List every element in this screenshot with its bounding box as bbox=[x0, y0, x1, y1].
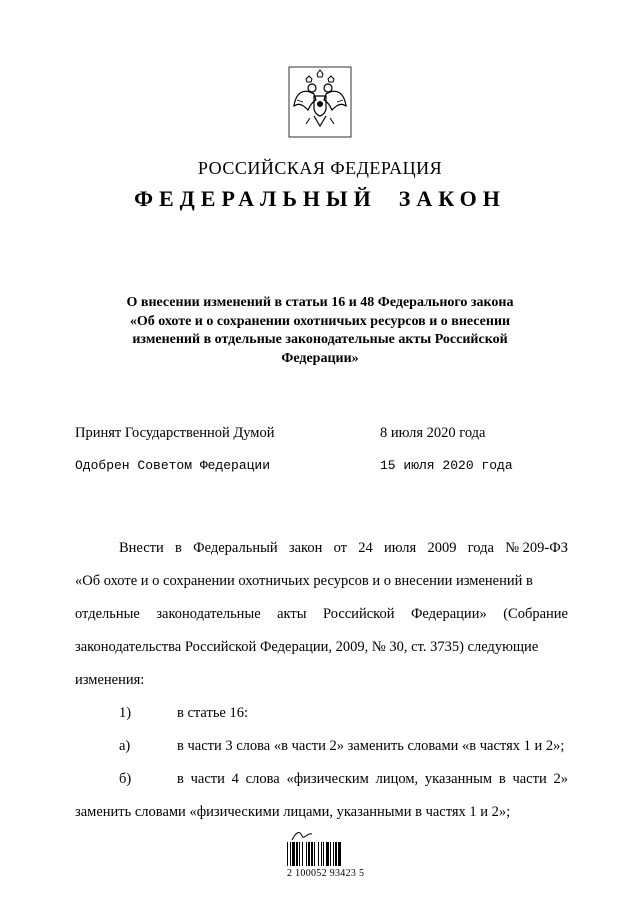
word: в bbox=[177, 771, 184, 787]
word: Российской bbox=[323, 606, 395, 622]
law-title-line: изменений в отдельные законодательные акты Российской bbox=[132, 332, 508, 347]
word: указанным bbox=[424, 771, 493, 787]
approved-by-council-label: Одобрен Советом Федерации bbox=[75, 458, 271, 473]
word: 2» bbox=[553, 771, 568, 787]
body-line-5: изменения: bbox=[75, 672, 145, 688]
word: законодательные bbox=[156, 606, 261, 622]
body-line-1 bbox=[75, 532, 568, 565]
word: в bbox=[175, 540, 182, 556]
list-item-text bbox=[163, 763, 568, 796]
word: 4 bbox=[231, 771, 239, 787]
word: года bbox=[467, 540, 494, 556]
law-body bbox=[75, 532, 568, 829]
russian-coat-of-arms-icon bbox=[288, 66, 352, 138]
country-name: РОССИЙСКАЯ ФЕДЕРАЦИЯ bbox=[197, 158, 443, 178]
word: части bbox=[512, 771, 547, 787]
barcode-icon bbox=[286, 842, 368, 870]
word: 24 bbox=[358, 540, 373, 556]
approved-by-council-date: 15 июля 2020 года bbox=[380, 458, 513, 473]
list-item-text: в статье 16: bbox=[177, 705, 249, 721]
word: Федерации» bbox=[410, 606, 487, 622]
list-item-a bbox=[75, 730, 568, 763]
word: закон bbox=[288, 540, 323, 556]
list-item-1 bbox=[75, 697, 568, 730]
body-line-3 bbox=[75, 598, 568, 631]
word: акты bbox=[277, 606, 307, 622]
word: от bbox=[333, 540, 348, 556]
law-title bbox=[100, 294, 540, 368]
adopted-by-duma-label: Принят Государственной Думой bbox=[75, 425, 275, 441]
body-line-item-b-continued: заменить словами «физическими лицами, указанными в частях 1 и 2»; bbox=[75, 804, 511, 820]
word: слова bbox=[245, 771, 280, 787]
word: лицом, bbox=[375, 771, 419, 787]
signature-mark-icon bbox=[290, 828, 314, 842]
word: «физическим bbox=[286, 771, 369, 787]
list-item-number: а) bbox=[119, 738, 131, 754]
list-item-b bbox=[75, 763, 568, 796]
document-type-word-2: ЗАКОН bbox=[398, 186, 506, 211]
word: части bbox=[190, 771, 225, 787]
law-title-line: Федерации» bbox=[281, 350, 359, 366]
word: Федеральный bbox=[193, 540, 278, 556]
adopted-by-duma-date: 8 июля 2020 года bbox=[380, 425, 486, 441]
word: Внести bbox=[119, 540, 164, 556]
list-item-text: в части 3 слова «в части 2» заменить словами «в частях 1 и 2»; bbox=[177, 738, 565, 754]
body-line-2: «Об охоте и о сохранении охотничьих ресурсов и о внесении изменений в bbox=[75, 573, 533, 589]
document-type bbox=[0, 186, 640, 212]
word: 2009 bbox=[427, 540, 457, 556]
word: отдельные bbox=[75, 606, 140, 622]
document-type-word-1: ФЕДЕРАЛЬНЫЙ bbox=[134, 186, 377, 211]
word: в bbox=[498, 771, 506, 787]
list-item-number: б) bbox=[119, 771, 132, 787]
word: июля bbox=[384, 540, 417, 556]
body-line-4: законодательства Российской Федерации, 2009, № 30, ст. 3735) следующие bbox=[75, 639, 539, 655]
barcode-number: 2 100052 93423 5 bbox=[287, 868, 365, 879]
list-item-number: 1) bbox=[119, 705, 132, 721]
word: № 209-ФЗ bbox=[505, 540, 568, 556]
law-title-line: О внесении изменений в статьи 16 и 48 Федерального закона bbox=[126, 295, 514, 310]
law-title-line: «Об охоте и о сохранении охотничьих ресурсов и о внесении bbox=[129, 313, 511, 329]
word: (Собрание bbox=[503, 606, 568, 622]
